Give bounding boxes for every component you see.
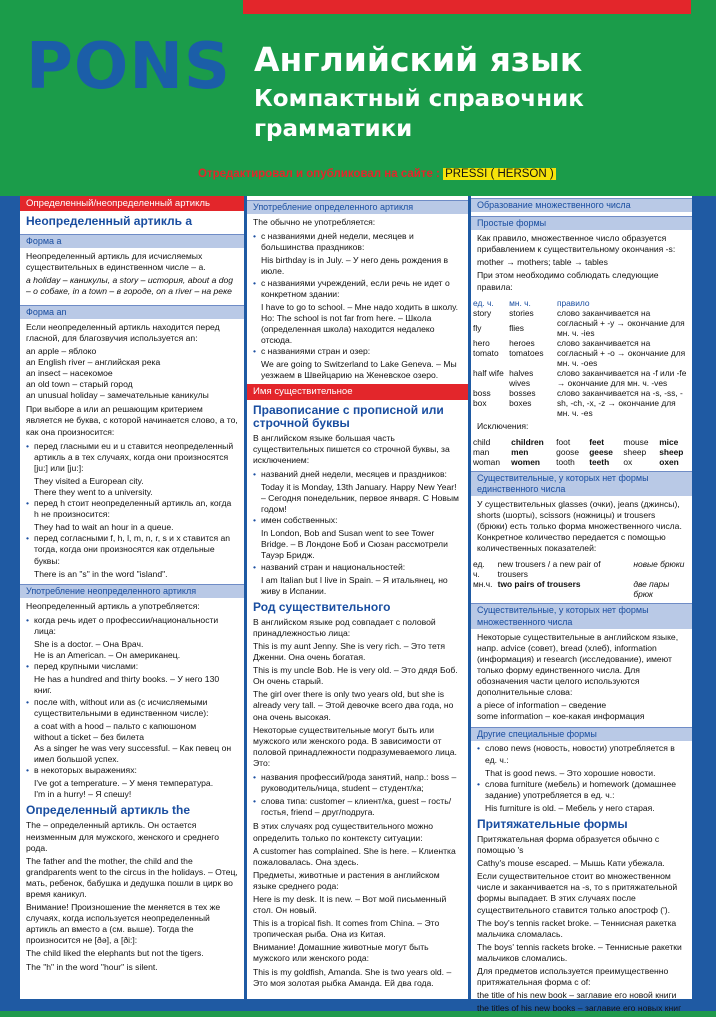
example-pets: This is my goldfish, Amanda. She is two years old. – Это моя золотая рыбка Аманда. Ей два года.	[253, 966, 452, 988]
cell: новые брюки	[633, 559, 685, 570]
example-gender: This is my uncle Bob. He is very old. – Это дядя Боб. Он очень старый.	[253, 665, 458, 687]
text-rules: При этом необходимо соблюдать следующие правила:	[477, 270, 659, 292]
section-header-plural: Образование множественного числа	[471, 198, 692, 212]
text-possessive: Притяжательная форма образуется обычно с помощью 's	[477, 834, 660, 856]
table-row	[471, 437, 692, 447]
text-definite: The – определенный артикль. Он остается неизменным для мужского, женского и среднего рода.	[26, 820, 220, 853]
text-form-a: Неопределенный артикль для исчисляемых существительных в единственном числе – a.	[26, 251, 206, 273]
cell-pl: stories	[509, 307, 534, 318]
an-example: an apple – яблоко	[26, 345, 97, 356]
page-subtitle-1: Компактный справочник	[254, 86, 584, 112]
cell-sg: story	[473, 307, 492, 318]
cell-rule: слово заканчивается на -s, -ss, -sh, -ch, -x, -z → окончание для мн. ч. -es	[556, 387, 683, 418]
column-nouns	[247, 196, 468, 999]
cell: tooth	[556, 456, 575, 467]
example-simple: mother → mothers; table → tables	[477, 257, 608, 268]
text-choice: При выборе a или an решающим критерием является не буква, с которой начинается слово, а то, как она произносится:	[26, 404, 238, 437]
text-no-plural: Некоторые существительные в английском языке, напр. advice (совет), bread (хлеб), information (информация) и research (исследование), имеют только форму единственного числа. Для обозначения части целого используются дополнительные слова:	[477, 631, 679, 698]
table-row	[471, 457, 692, 467]
list-example: Но: The school is not far from here. – Школа (определенная школа) находится недалеко отсюда.	[261, 312, 435, 346]
list-item: • названия профессий/рода занятий, напр.: boss – руководитель/ница, student – студент/ка;	[261, 772, 462, 794]
table-row	[471, 447, 692, 457]
heading-definite-article: Определенный артикль the	[26, 803, 191, 818]
cell-rule: слово заканчивается на -f или -fe → окончание для мн. ч. -ves	[556, 367, 687, 388]
cell-sg: fly	[473, 322, 482, 333]
list-example: His furniture is old. – Мебель у него старая.	[485, 802, 655, 813]
column-articles	[20, 196, 244, 999]
text-attention: Внимание! Произношение the меняется в тех же случаях, когда используется неопределенный артикль an вместо a (см. выше). Тогда the произносится не [ðə], а [ði:]:	[26, 902, 221, 946]
credit-line	[198, 168, 556, 180]
list-example: There they went to a university.	[34, 486, 153, 497]
page-subtitle-2: грамматики	[254, 116, 413, 142]
cell: man	[473, 446, 490, 457]
table-row	[471, 368, 692, 388]
list-example: His birthday is in July. – У него день рождения в июле.	[261, 255, 449, 277]
block-gender-3	[247, 820, 468, 991]
list-example: I'm in a hurry! – Я спешу!	[34, 789, 132, 800]
list-item: • с названиями учреждений, если речь не идет о конкретном здании:	[261, 278, 462, 300]
cell-sg: half wife	[473, 367, 504, 378]
bar-only-plural: Существительные, у которых нет формы единственного числа	[471, 471, 692, 496]
bar-form-an: Форма an	[20, 305, 244, 319]
cell: foot	[556, 436, 571, 447]
block-simple	[471, 232, 692, 295]
list-example: without a ticket – без билета	[34, 731, 144, 742]
heading-gender: Род существительного	[253, 599, 391, 614]
list-example: In London, Bob and Susan went to see Tower Bridge. – В Лондоне Боб и Сюзан рассмотрели Тауэр Бридж.	[261, 528, 448, 561]
example-possessive: Cathy's mouse escaped. – Мышь Кати убежала.	[477, 858, 665, 869]
example-possessive: The boys' tennis rackets broke. – Теннисные ракетки мальчиков сломались.	[477, 941, 682, 963]
an-example: an English river – английская река	[26, 356, 161, 367]
cell: men	[511, 446, 529, 457]
cell: new trousers / a new pair of trousers	[497, 559, 601, 580]
credit-text: Отредактировал и опубликовал на сайте :	[198, 168, 440, 180]
col-header-rule: правило	[556, 297, 590, 308]
list-item: • в некоторых выражениях:	[34, 765, 238, 776]
cell-pl: bosses boxes	[509, 387, 536, 408]
bar-no-plural: Существительные, у которых нет формы множественного числа	[471, 603, 692, 628]
example-possessive: the title of his new book – заглавие его новой книги	[477, 990, 677, 1001]
nouse-list	[247, 231, 468, 381]
list-item: • перед согласными f, h, l, m, n, r, s и x ставится an тогда, когда они произносятся как отдельные буквы:	[34, 533, 238, 566]
cell: oxen	[659, 456, 679, 467]
list-item: • перед h стоит неопределенный артикль an, когда h не произносится:	[34, 498, 238, 520]
table-row	[471, 579, 692, 599]
trousers-table	[471, 559, 692, 599]
cell: ox	[623, 456, 633, 467]
bar-form-a: Форма a	[20, 234, 244, 248]
cell: children	[511, 436, 544, 447]
table-row	[471, 559, 692, 579]
example-attention-2: The "h" in the word "hour" is silent.	[26, 961, 158, 972]
col-header-sg: ед. ч.	[473, 297, 494, 308]
list-example: We are going to Switzerland to Lake Geneva. – Мы уезжаем в Швейцарию на Женевское озеро.	[261, 359, 457, 381]
col-header-pl: мн. ч.	[509, 297, 531, 308]
text-possessive-2: Если существительное стоит во множественном числе и заканчивается на -s, то s притяжательной формы выпадает. В этих случаях после существительного ставится только апостроф (').	[477, 871, 678, 915]
list-example: As a singer he was very successful. – Как певец он имел большой успех.	[34, 742, 232, 765]
list-example: He is an American. – Он американец.	[34, 650, 181, 661]
cell: geese	[589, 446, 613, 457]
list-example: There is an "s" in the word "island".	[34, 568, 168, 579]
section-header-articles: Определенный/неопределенный артикль	[20, 196, 244, 211]
block-gender	[247, 616, 468, 772]
bar-def-use: Употребление определенного артикля	[247, 200, 468, 214]
cell: sheep	[623, 446, 647, 457]
credit-site: PRESSI ( HERSON )	[445, 168, 554, 180]
text-things: Предметы, животные и растения в английском языке среднего рода:	[253, 869, 440, 891]
cell: ед. ч.	[473, 559, 485, 580]
block-no-plural	[471, 631, 692, 724]
cell: sheep	[659, 446, 684, 457]
list-example: I have to go to school. – Мне надо ходить в школу.	[261, 301, 458, 312]
example-gender: The girl over there is only two years old, but she is already very tall. – Этой девочке всего два года, но она очень высокая.	[253, 689, 454, 722]
exceptions-table	[471, 437, 692, 467]
special-list	[471, 743, 692, 814]
text-indef-use: Неопределенный артикль a употребляется:	[26, 600, 200, 611]
list-item: • слова furniture (мебель) и homework (домашнее задание) употребляется в ед. ч.:	[485, 779, 686, 801]
block-possessive	[471, 833, 692, 1017]
cell-pl: flies	[509, 322, 524, 333]
bar-special: Другие специальные формы	[471, 727, 692, 741]
list-item: • после with, without или as (с исчисляемыми существительными в единственном числе):	[34, 697, 238, 719]
cell: feet	[589, 436, 605, 447]
list-example: That is good news. – Это хорошие новости.	[485, 767, 656, 778]
list-item: • с названиями стран и озер:	[261, 346, 462, 357]
list-example: Today it is Monday, 13th January. Happy New Year! – Сегодня понедельник, первое января. С Новым годом!	[261, 481, 459, 515]
list-item: • имен собственных:	[261, 515, 462, 526]
an-example: an unusual holiday – замечательные каникулы	[26, 390, 209, 401]
list-item: • названий дней недели, месяцев и праздников:	[261, 469, 462, 480]
list-example: I've got a temperature. – У меня температура.	[34, 778, 214, 789]
list-example: He has a hundred and thirty books. – У него 130 книг.	[34, 674, 220, 696]
example-things: Here is my desk. It is new. – Вот мой письменный стол. Он новый.	[253, 893, 447, 916]
list-item: • названий стран и национальностей:	[261, 562, 462, 573]
cell: mice	[659, 436, 679, 447]
list-example: She is a doctor. – Она Врач.	[34, 639, 144, 650]
cell-pl: halves wives	[509, 367, 534, 388]
list-item: • перед гласными eu и u ставится неопределенный артикль a в тех случаях, когда они произносятся [ju:] или [ju:]:	[34, 441, 238, 474]
cell: mouse	[623, 436, 649, 447]
heading-capitalization: Правописание с прописной или строчной буквы	[253, 402, 444, 430]
block-form-an	[20, 321, 244, 441]
example-possessive: the titles of his new books – заглавие его новых книг	[477, 1003, 682, 1014]
block-only-plural	[471, 498, 692, 557]
cell: две пары брюк	[633, 579, 670, 600]
table-row	[471, 338, 692, 368]
block-form-a	[20, 250, 244, 300]
text-pets: Внимание! Домашние животные могут быть мужского или женского рода:	[253, 942, 429, 964]
text-only-plural: У существительных glasses (очки), jeans (джинсы), shorts (шорты), scissors (ножницы) и trousers (брюки) есть только форма множественного числа. Конкретное количество передается с помощью количественных показателей:	[477, 498, 682, 554]
text-form-an: Если неопределенный артикль находится перед гласной, для благозвучия используется an:	[26, 321, 220, 343]
block-indef-use	[20, 600, 244, 615]
table-row	[471, 388, 692, 418]
heading-indefinite-article: Неопределенный артикль a	[26, 214, 193, 229]
list-example: I am Italian but I live in Spain. – Я итальянец, но живу в Испании.	[261, 574, 448, 596]
text-caps: В английском языке большая часть существительных пишется со строчной буквы, за исключением:	[253, 432, 450, 465]
text-gender-3: В этих случаях род существительного можно определить только по контексту ситуации:	[253, 821, 433, 843]
caps-list	[247, 469, 468, 597]
example-possessive: The boy's tennis racket broke. – Теннисная ракетка мальчика сломалась.	[477, 917, 677, 939]
text-def-nouse: The обычно не употребляется:	[253, 217, 376, 228]
cell: child	[473, 436, 491, 447]
list-example: a coat with a hood – пальто с капюшоном	[34, 720, 197, 731]
section-header-noun: Имя существительное	[247, 384, 468, 399]
page-title: Английский язык	[254, 40, 583, 79]
use-list	[20, 615, 244, 801]
list-item: • с названиями дней недели, месяцев и большинства праздников:	[261, 231, 462, 253]
cell-rule: слово заканчивается на согласный + -y → окончание для мн. ч. -ies	[556, 307, 685, 338]
cell: two pairs of trousers	[497, 579, 581, 590]
an-example: an insect – насекомое	[26, 368, 113, 379]
table-row	[471, 308, 692, 323]
cell: teeth	[589, 456, 610, 467]
cell-sg: boss box	[473, 387, 491, 408]
text-gender: В английском языке род совпадает с половой принадлежностью лица:	[253, 616, 436, 638]
example-no-plural: a piece of information – сведение	[477, 700, 607, 711]
example-attention-1: The child liked the elephants but not the tigers.	[26, 948, 204, 959]
block-exceptions	[471, 420, 692, 435]
example-gender-3: A customer has complained. She is here. – Клиентка пожаловалась. Она здесь.	[253, 845, 456, 867]
text-possessive-3: Для предметов используется преимущественно притяжательная форма с of:	[477, 966, 669, 988]
plural-rules-table	[471, 298, 692, 418]
text-simple: Как правило, множественное число образуется прибавлением к существительному окончания -s:	[477, 233, 676, 255]
list-item: • когда речь идет о профессии/национальности лица:	[34, 615, 238, 637]
heading-possessive: Притяжательные формы	[477, 817, 628, 831]
pons-logo: PONS	[26, 30, 231, 104]
choice-list	[20, 441, 244, 580]
cell: women	[511, 456, 541, 467]
top-red-bar	[243, 0, 691, 14]
example-no-plural: some information – кое-какая информация	[477, 711, 645, 722]
list-item: • перед крупными числами:	[34, 661, 238, 672]
block-caps	[247, 432, 468, 469]
gender-list	[247, 772, 468, 818]
an-example: an old town – старый город	[26, 379, 133, 390]
cell: мн.ч.	[473, 579, 493, 590]
cell: goose	[556, 446, 579, 457]
column-plural	[471, 196, 692, 1014]
text-gender-2: Некоторые существительные могут быть или мужского или женского рода. В зависимости от половой принадлежности подразумеваемого лица. Это:	[253, 724, 457, 768]
example-gender: This is my aunt Jenny. She is very rich. – Это тетя Дженни. Она очень богатая.	[253, 641, 446, 663]
cell-pl: heroes tomatoes	[509, 337, 544, 358]
list-item: • слова типа: customer – клиент/ка, guest – гость/гостья, friend – друг/подруга.	[261, 796, 462, 818]
cell-rule: слово заканчивается на согласный + -o → окончание для мн. ч. -oes	[556, 337, 686, 368]
block-def-nouse	[247, 216, 468, 231]
example-definite: The father and the mother, the child and the grandparents went to the circus in the holidays. – Отец, мать, ребенок, бабушка и дедушка пошли в цирк во время каникул.	[26, 855, 238, 899]
cell: woman	[473, 456, 500, 467]
list-example: They visited a European city.	[34, 475, 144, 486]
exceptions-label: Исключения:	[477, 420, 529, 431]
example-things: This is a tropical fish. It comes from China. – Это тропическая рыба. Она из Китая.	[253, 918, 440, 940]
list-example: They had to wait an hour in a queue.	[34, 522, 174, 533]
example-form-a: a holiday – каникулы, a story – история, about a dog – о собаке, in a town – в городе, on a river – на реке	[26, 275, 234, 297]
cell-sg: hero tomato	[473, 337, 499, 358]
bar-indef-use: Употребление неопределенного артикля	[20, 584, 244, 598]
list-item: • слово news (новость, новости) употребляется в ед. ч.:	[485, 743, 686, 765]
block-definite	[20, 819, 244, 975]
bar-simple-forms: Простые формы	[471, 216, 692, 230]
